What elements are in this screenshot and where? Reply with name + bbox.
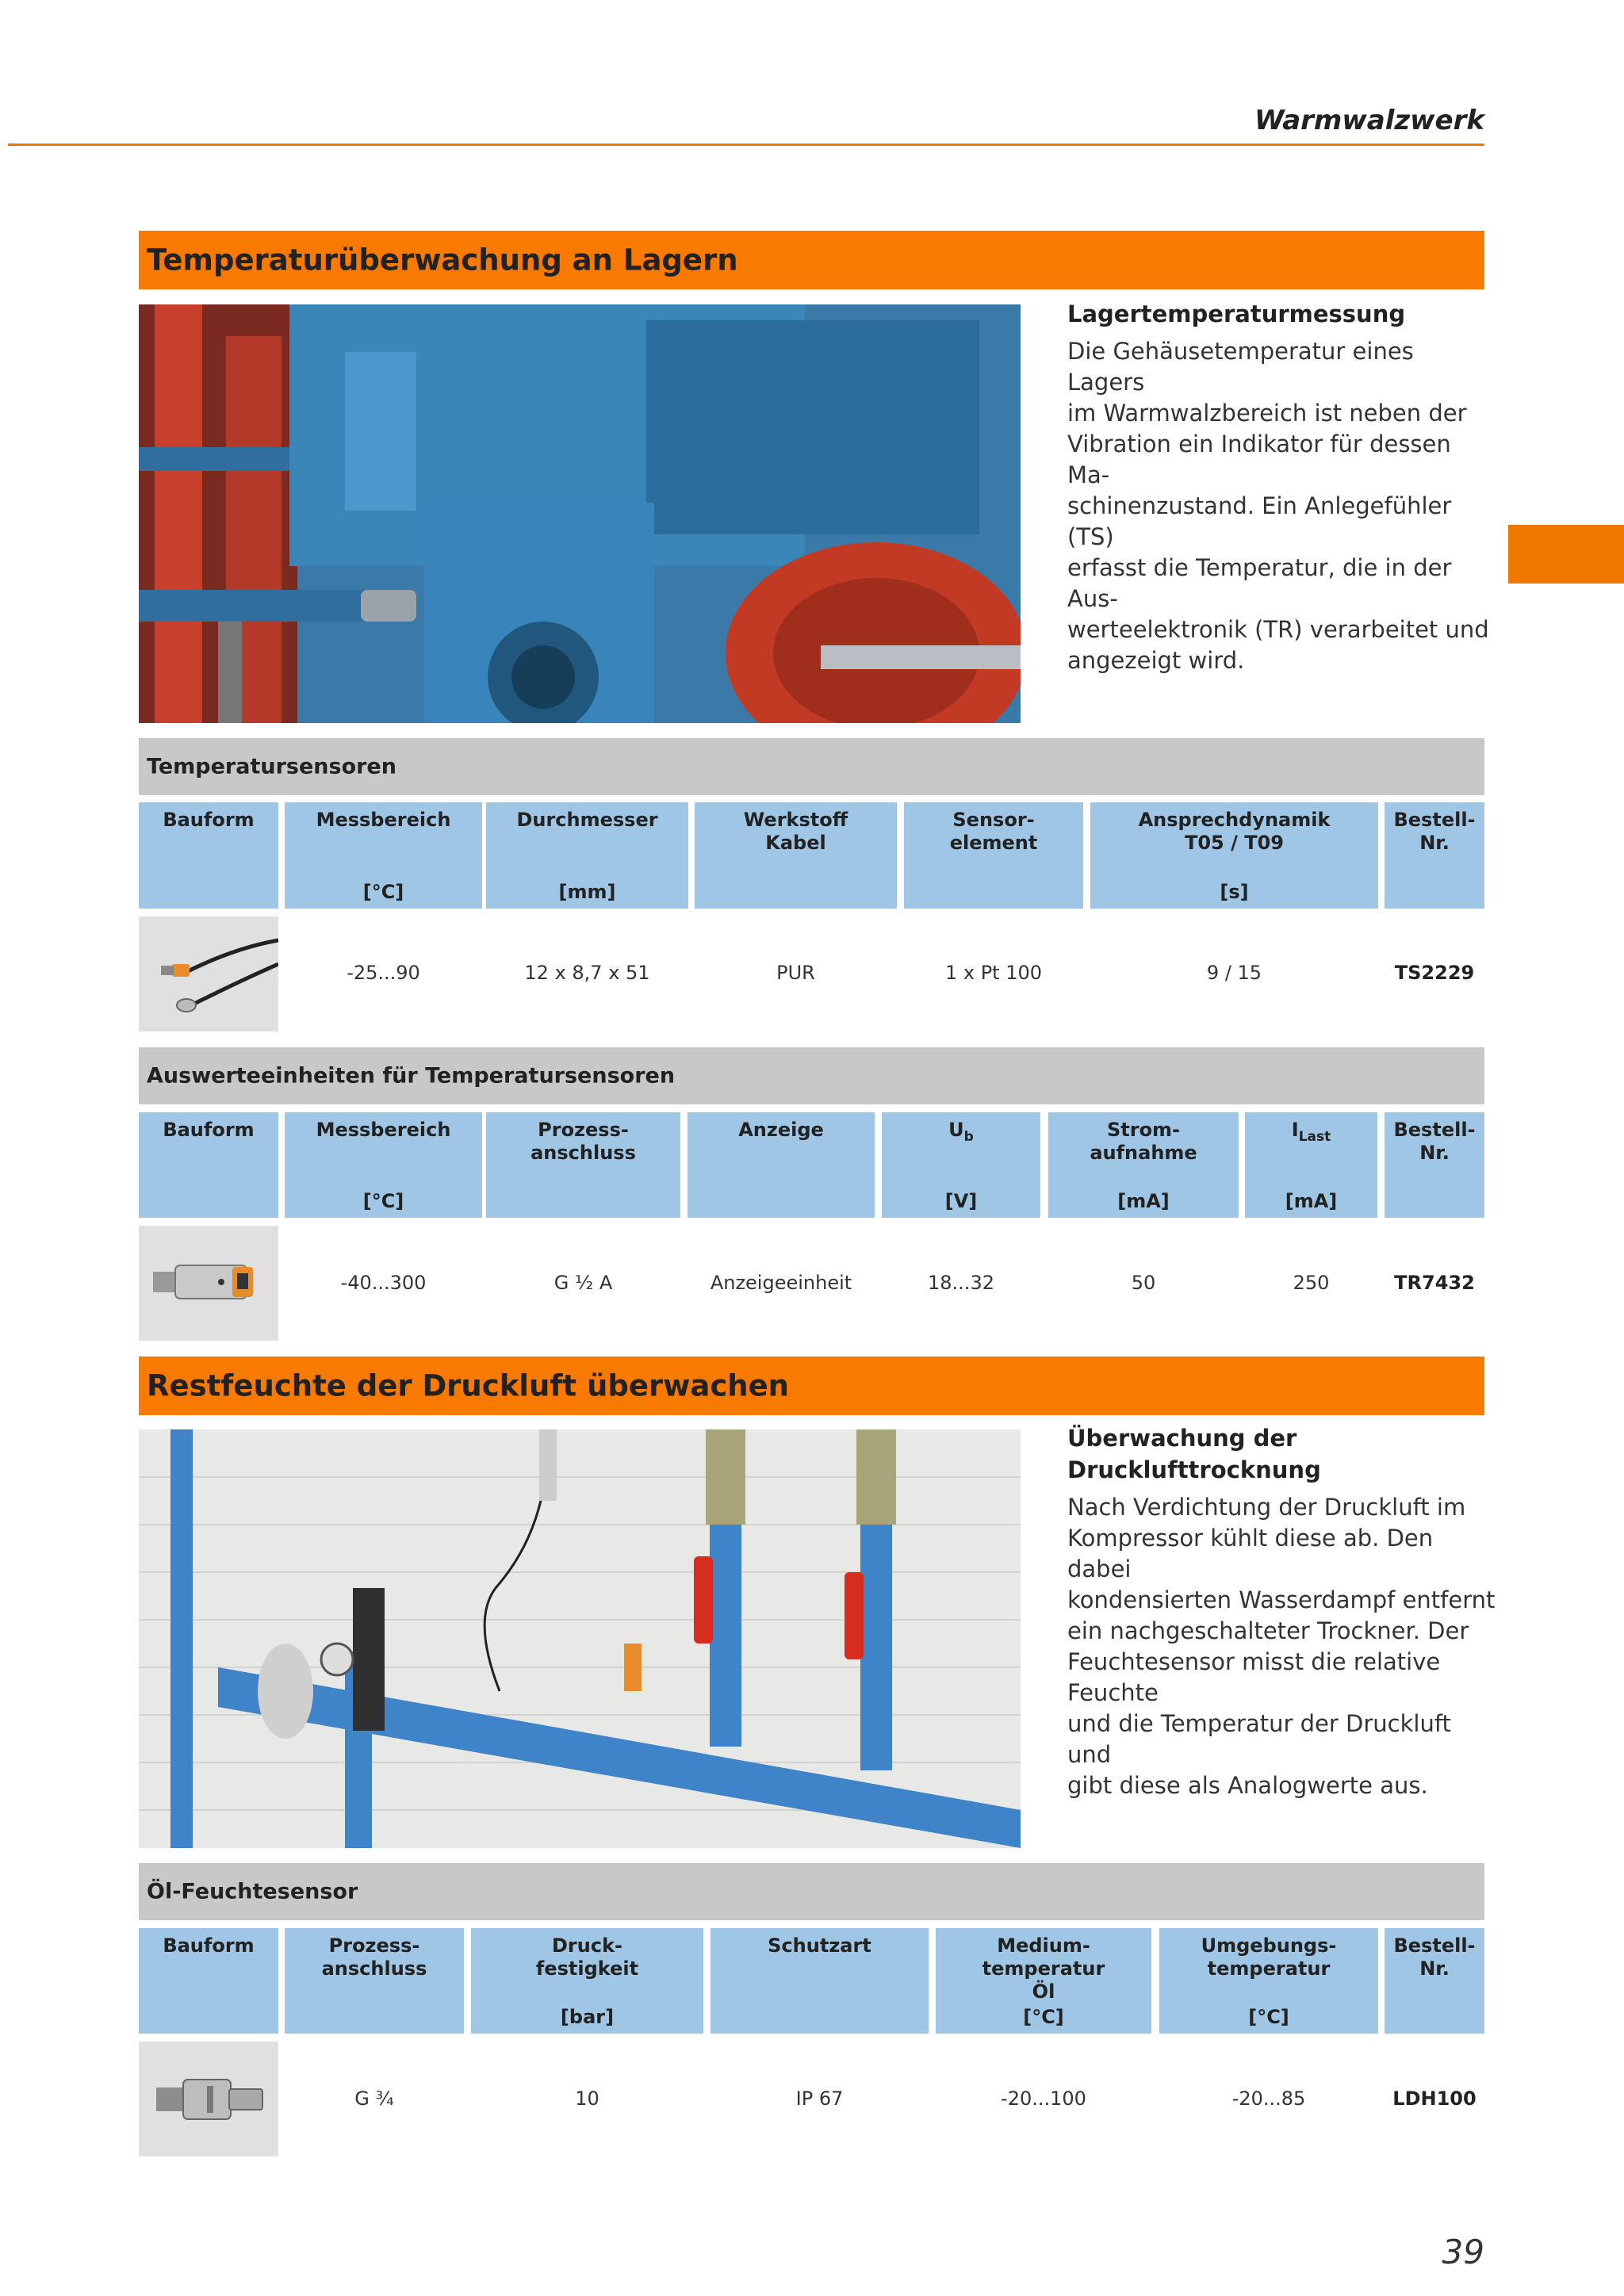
table-header-cell: $U_b$ [V]	[882, 1112, 1040, 1218]
table-title: Temperatursensoren	[147, 754, 396, 779]
table-header-cell: Ansprechdynamik T05 / T09 [s]	[1090, 802, 1378, 909]
table-header-cell: Werkstoff Kabel	[695, 802, 897, 909]
table-cell: G ¾	[354, 2087, 394, 2110]
section-title: Restfeuchte der Druckluft überwachen	[147, 1368, 790, 1403]
table-header-cell: Umgebungs- temperatur [°C]	[1159, 1928, 1378, 2034]
bearing-illustration	[139, 304, 1021, 723]
table-header-cell: Durchmesser [mm]	[486, 802, 688, 909]
table-cell: PUR	[776, 962, 815, 984]
table-header-cell: Medium- temperatur Öl [°C]	[936, 1928, 1151, 2034]
order-number: TR7432	[1394, 1272, 1475, 1294]
table-header-cell: Messbereich [°C]	[285, 1112, 482, 1218]
table-cell: -20...100	[1001, 2087, 1086, 2110]
compressed-air-illustration	[139, 1429, 1021, 1848]
order-number: LDH100	[1392, 2087, 1477, 2110]
table-cell: -25...90	[347, 962, 420, 984]
section-title: Temperaturüberwachung an Lagern	[147, 243, 738, 277]
table-title-bar	[139, 1863, 1484, 1920]
table-cell: 10	[575, 2087, 599, 2110]
section2-desc-title: Überwachung der Drucklufttrocknung	[1067, 1425, 1321, 1483]
product-image-evaluation-unit	[139, 1226, 278, 1341]
table-cell: 250	[1293, 1272, 1330, 1294]
table-cell: Anzeigeeinheit	[710, 1272, 852, 1294]
table-cell: 12 x 8,7 x 51	[524, 962, 650, 984]
order-number: TS2229	[1394, 962, 1475, 984]
table-header-cell: Druck- festigkeit [bar]	[471, 1928, 703, 2034]
table-header-cell: Prozess- anschluss	[285, 1928, 464, 2034]
table-cell: 1 x Pt 100	[944, 962, 1043, 984]
page-number: 39	[1442, 2233, 1484, 2271]
table-title-bar	[139, 1047, 1484, 1104]
table-cell: 9 / 15	[1206, 962, 1262, 984]
section1-desc-title: Lagertemperaturmessung	[1067, 300, 1406, 327]
side-tab-marker	[1508, 525, 1624, 584]
table-title: Öl-Feuchtesensor	[147, 1879, 358, 1904]
table-cell: G ½ A	[553, 1272, 613, 1294]
table-header-cell: Bestell- Nr.	[1385, 802, 1484, 909]
table-cell: -20...85	[1231, 2087, 1306, 2110]
table-header-cell: Sensor- element	[904, 802, 1083, 909]
table-header-cell: Bestell- Nr.	[1385, 1112, 1484, 1218]
product-image-oil-humidity-sensor	[139, 2042, 278, 2156]
table-header-cell: $I_{Last}$ [mA]	[1245, 1112, 1377, 1218]
table-header-cell: Bauform	[139, 1928, 278, 2034]
table-header-cell: Schutzart	[710, 1928, 929, 2034]
product-image-temperature-sensor	[139, 916, 278, 1031]
table-cell: 18...32	[928, 1272, 994, 1294]
table-header-cell: Bestell- Nr.	[1385, 1928, 1484, 2034]
section-title-bar	[139, 231, 1484, 289]
section2-desc-text: Nach Verdichtung der Druckluft im Kompressor kühlt diese ab. Den dabei kondensierten Wasserdampf entfernt ein nachgeschalteter Trockner. Der Feuchtesensor misst die relative Feuchte und die Temperatur der Druckluft und gibt diese als Analogwerte aus.	[1067, 1494, 1496, 1799]
table-header-cell: Bauform	[139, 1112, 278, 1218]
header-rule	[8, 144, 1484, 146]
table-title: Auswerteeinheiten für Temperatursensoren	[147, 1063, 676, 1089]
table-cell: 50	[1131, 1272, 1156, 1294]
table-cell: -40...300	[340, 1272, 427, 1294]
table-header-cell: Bauform	[139, 802, 278, 909]
table-header-cell: Messbereich [°C]	[285, 802, 482, 909]
table-title-bar	[139, 738, 1484, 795]
table-header-cell: Anzeige	[688, 1112, 875, 1218]
table-header-cell: Strom- aufnahme [mA]	[1048, 1112, 1239, 1218]
table-header-cell: Prozess- anschluss	[486, 1112, 680, 1218]
table-cell: IP 67	[795, 2087, 844, 2110]
section1-desc-text: Die Gehäusetemperatur eines Lagers im Warmwalzbereich ist neben der Vibration ein Indikator für dessen Ma- schinenzustand. Ein Anlegefühler (TS) erfasst die Temperatur, die in der Aus- werteelektronik (TR) verarbeitet und angezeigt wird.	[1067, 338, 1489, 674]
header-title: Warmwalzwerk	[1254, 105, 1484, 136]
section-title-bar	[139, 1357, 1484, 1415]
